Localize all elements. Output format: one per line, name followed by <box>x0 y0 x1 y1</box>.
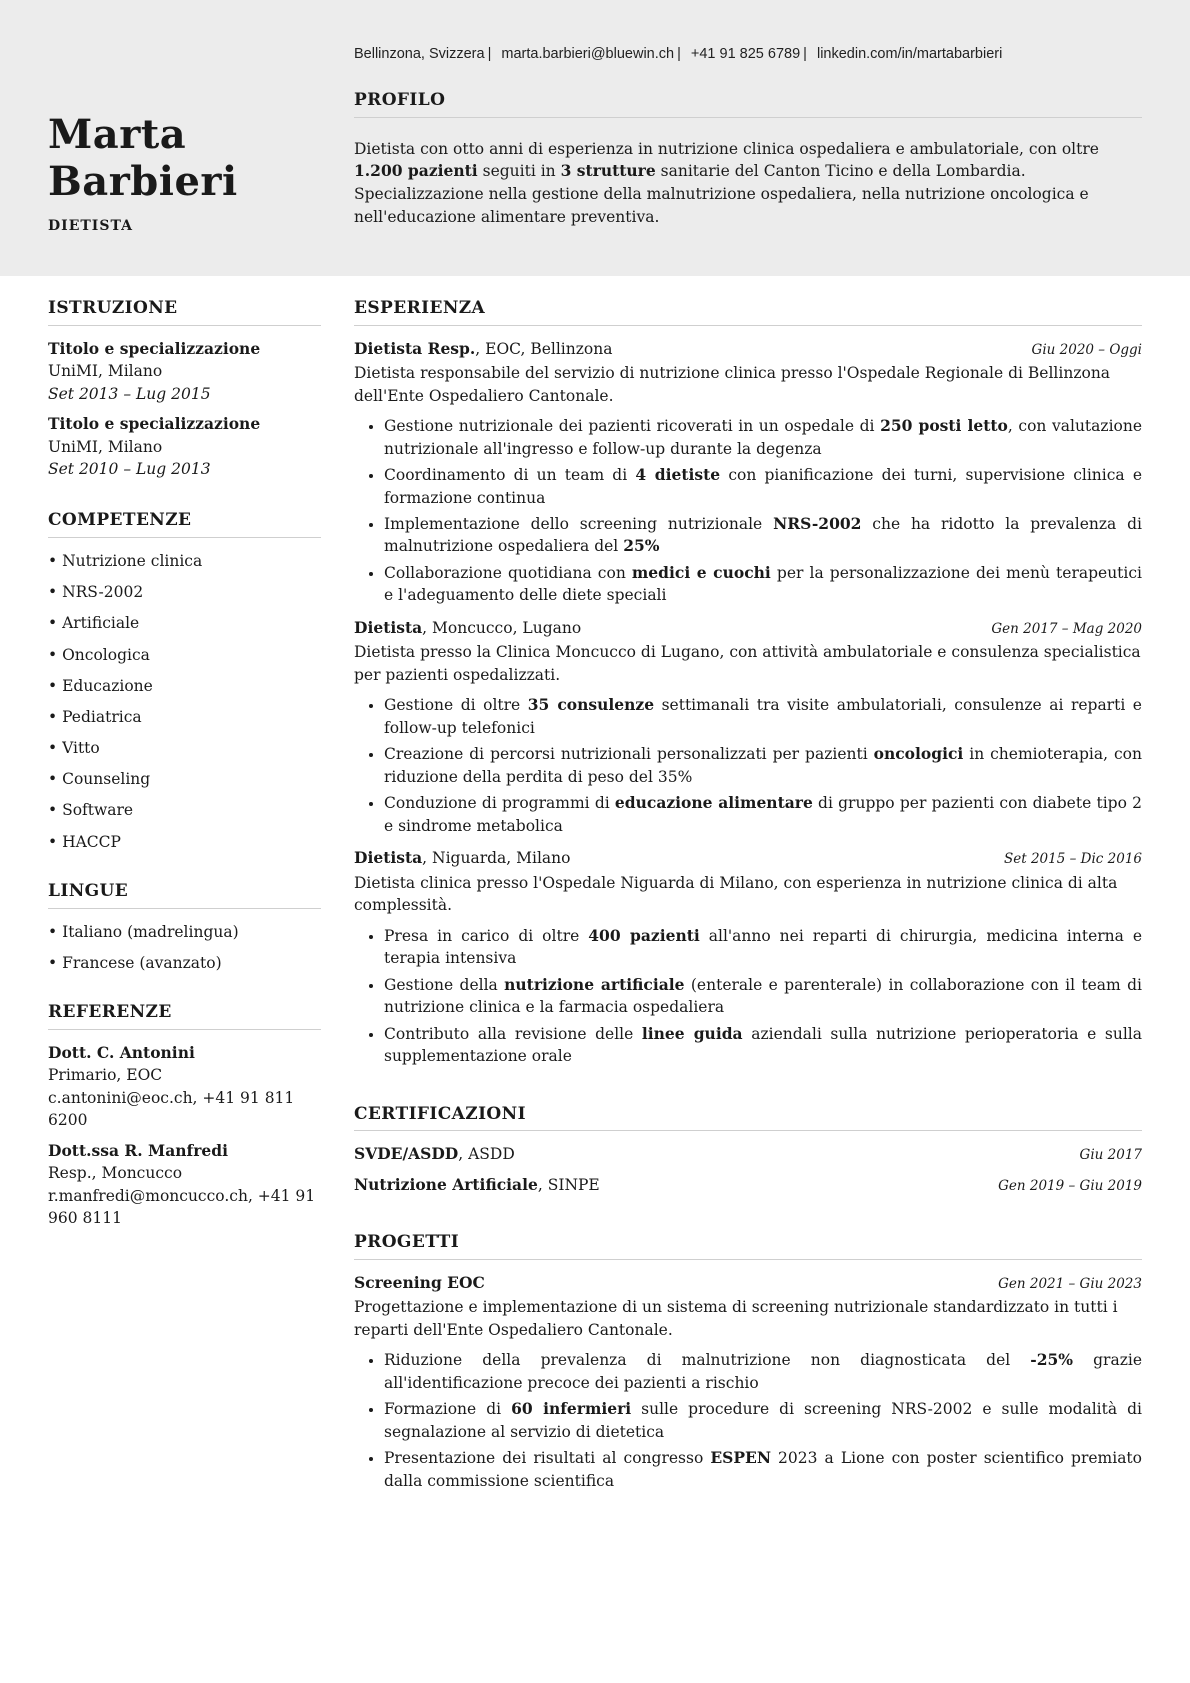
job-bullet <box>384 792 1142 837</box>
skills-section <box>48 508 321 853</box>
reference-item <box>48 1140 321 1230</box>
certification-line <box>354 1143 515 1165</box>
text-bold: oncologici <box>873 744 964 764</box>
text-run: Dietista con otto anni di esperienza in nutrizione clinica ospedaliera e ambulatoriale, con oltre <box>354 139 1099 158</box>
job-bullets <box>354 925 1142 1068</box>
skill-item: • Software <box>48 799 321 821</box>
job-entry <box>354 617 1142 837</box>
job-description: Dietista responsabile del servizio di nutrizione clinica presso l'Ospedale Regionale di Bellinzona dell'Ente Ospedaliero Cantonale. <box>354 364 1111 405</box>
job-bullets <box>354 694 1142 837</box>
job-place: , EOC, Bellinzona <box>475 339 613 358</box>
certification-issuer: , SINPE <box>537 1175 600 1194</box>
text-bold: 400 pazienti <box>588 925 700 945</box>
skill-item: • Nutrizione clinica <box>48 550 321 572</box>
contact-location: Bellinzona, Svizzera <box>354 46 485 62</box>
education-item <box>48 413 321 480</box>
text-run: aziendali sulla nutrizione perioperatoria e sulla supplementazione orale <box>384 1024 1143 1066</box>
text-run: Collaborazione quotidiana con <box>384 563 632 582</box>
reference-contact: r.manfredi@moncucco.ch, +41 91 960 8111 <box>48 1186 316 1228</box>
text-bold: -25% <box>1030 1350 1074 1370</box>
project-entry <box>354 1272 1142 1492</box>
certifications-section <box>354 1102 1142 1197</box>
text-run: per la personalizzazione dei menù terapeutici e l'adeguamento delle diete speciali <box>384 563 1143 605</box>
text-run: Presa in carico di oltre <box>384 926 589 945</box>
reference-role: Resp., Moncucco <box>48 1164 183 1183</box>
job-bullet <box>384 743 1142 788</box>
job-bullets <box>354 415 1142 607</box>
text-run: di gruppo per pazienti con diabete tipo 2 e sindrome metabolica <box>384 794 1142 835</box>
text-bold: medici e cuochi <box>631 562 771 582</box>
text-run: sanitarie del Canton Ticino e della Lombardia. Specializzazione nella gestione della malnutrizione ospedaliera, nella nutrizione oncologica e nell'educazione alimentare preventiva. <box>354 162 1089 226</box>
contact-linkedin[interactable]: linkedin.com/in/martabarbieri <box>816 46 1003 62</box>
skill-item: • Artificiale <box>48 612 321 634</box>
text-bold: NRS-2002 <box>773 514 862 534</box>
job-dates: Gen 2017 – Mag 2020 <box>991 620 1142 637</box>
education-dates: Set 2010 – Lug 2013 <box>48 459 211 478</box>
contact-phone[interactable]: +41 91 825 6789 <box>690 46 801 62</box>
text-bold: 4 dietiste <box>635 465 721 485</box>
job-entry <box>354 338 1142 607</box>
contact-separator: | <box>677 46 681 62</box>
job-title: DIETISTA <box>48 217 133 234</box>
text-run: Presentazione dei risultati al congresso <box>384 1449 711 1468</box>
job-role: Dietista <box>354 848 423 868</box>
education-institution: UniMI, Milano <box>48 437 163 456</box>
text-run: , con valutazione nutrizionale all'ingresso e follow-up durante la degenza <box>384 417 1143 458</box>
job-bullet <box>384 415 1142 460</box>
job-role-line <box>354 617 581 639</box>
reference-contact: c.antonini@eoc.ch, +41 91 811 6200 <box>48 1088 295 1130</box>
skill-item: • Vitto <box>48 737 321 759</box>
text-run: sulle procedure di screening NRS-2002 e sulle modalità di segnalazione al servizio di dietetica <box>384 1400 1142 1441</box>
text-run: Riduzione della prevalenza di malnutrizione non diagnosticata del <box>384 1351 1031 1370</box>
job-header <box>354 847 1142 870</box>
text-run: con pianificazione dei turni, supervisione clinica e formazione continua <box>384 466 1142 507</box>
text-run: Coordinamento di un team di <box>384 466 636 485</box>
reference-item <box>48 1042 321 1132</box>
job-header <box>354 338 1142 361</box>
job-bullet <box>384 974 1142 1019</box>
job-bullet <box>384 464 1142 509</box>
text-bold: educazione alimentare <box>614 793 813 813</box>
references-section <box>48 1000 321 1229</box>
education-institution: UniMI, Milano <box>48 362 163 381</box>
reference-role: Primario, EOC <box>48 1066 163 1085</box>
contact-line <box>354 44 1144 65</box>
text-bold: 35 consulenze <box>527 695 655 715</box>
section-heading: PROGETTI <box>354 1230 1142 1260</box>
text-bold: 60 infermieri <box>511 1399 632 1419</box>
certification-dates: Gen 2019 – Giu 2019 <box>998 1177 1142 1194</box>
text-run: Gestione nutrizionale dei pazienti ricoverati in un ospedale di <box>384 417 881 436</box>
contact-email[interactable]: marta.barbieri@bluewin.ch <box>501 46 675 62</box>
job-place: , Niguarda, Milano <box>422 849 571 868</box>
name-block <box>48 112 328 236</box>
text-run: Implementazione dello screening nutrizionale <box>384 515 774 534</box>
text-run: Gestione della <box>384 975 505 994</box>
skill-item: • Counseling <box>48 768 321 790</box>
contact-separator: | <box>803 46 807 62</box>
project-bullet <box>384 1398 1142 1443</box>
section-heading: CERTIFICAZIONI <box>354 1102 1142 1132</box>
education-item <box>48 338 321 405</box>
job-role-line <box>354 338 612 360</box>
language-item: • Italiano (madrelingua) <box>48 921 321 943</box>
job-entry <box>354 847 1142 1067</box>
name-first: Marta <box>48 111 187 158</box>
text-run: (enterale e parenterale) in collaborazione con il team di nutrizione clinica e la farmacia ospedaliera <box>384 975 1142 1017</box>
text-run: che ha ridotto la prevalenza di malnutrizione ospedaliera del <box>384 515 1142 556</box>
text-run: grazie all'identificazione precoce dei pazienti a rischio <box>384 1351 1142 1392</box>
text-bold: 250 posti letto <box>880 416 1008 436</box>
text-run: Gestione di oltre <box>384 696 528 715</box>
skill-item: • Educazione <box>48 675 321 697</box>
project-bullet <box>384 1349 1142 1394</box>
education-title: Titolo e specializzazione <box>48 338 261 358</box>
text-run: in chemioterapia, con riduzione della perdita di peso del 35% <box>384 745 1142 786</box>
reference-name: Dott.ssa R. Manfredi <box>48 1140 228 1160</box>
job-description: Dietista clinica presso l'Ospedale Niguarda di Milano, con esperienza in nutrizione clinica di alta complessità. <box>354 873 1118 915</box>
left-column <box>48 296 321 1260</box>
profile-section <box>354 88 1142 228</box>
job-dates: Set 2015 – Dic 2016 <box>1004 851 1142 868</box>
section-heading: ISTRUZIONE <box>48 296 321 326</box>
project-header <box>354 1272 1142 1295</box>
certification-line <box>354 1174 600 1196</box>
contact-separator: | <box>487 46 492 62</box>
certification-item <box>354 1143 1142 1166</box>
education-title: Titolo e specializzazione <box>48 414 261 434</box>
section-heading: COMPETENZE <box>48 508 321 538</box>
profile-text <box>354 138 1142 229</box>
certification-dates: Giu 2017 <box>1079 1147 1142 1164</box>
skill-item: • HACCP <box>48 831 321 853</box>
job-role: Dietista <box>354 617 423 637</box>
languages-section <box>48 879 321 974</box>
job-dates: Giu 2020 – Oggi <box>1031 341 1142 358</box>
job-role: Dietista Resp. <box>354 338 476 358</box>
section-heading: LINGUE <box>48 879 321 909</box>
section-heading: PROFILO <box>354 88 1142 118</box>
text-bold: 25% <box>623 536 660 556</box>
job-bullet <box>384 562 1142 607</box>
job-bullet <box>384 513 1142 558</box>
certification-item <box>354 1174 1142 1197</box>
job-place: , Moncucco, Lugano <box>422 618 582 637</box>
name-last: Barbieri <box>48 157 238 205</box>
education-section <box>48 296 321 480</box>
right-column <box>354 296 1142 1502</box>
text-run: settimanali tra visite ambulatoriali, consulenze ai reparti e follow-up telefonici <box>384 696 1142 737</box>
text-run: Contributo alla revisione delle <box>384 1024 642 1043</box>
reference-name: Dott. C. Antonini <box>48 1042 195 1062</box>
job-bullet <box>384 925 1142 970</box>
text-bold: 3 strutture <box>560 161 656 181</box>
text-bold: 1.200 pazienti <box>354 161 478 181</box>
certification-issuer: , ASDD <box>458 1145 515 1164</box>
certification-name: Nutrizione Artificiale <box>354 1174 538 1194</box>
education-dates: Set 2013 – Lug 2015 <box>48 384 211 403</box>
job-header <box>354 617 1142 640</box>
project-description: Progettazione e implementazione di un sistema di screening nutrizionale standardizzato in tutti i reparti dell'Ente Ospedaliero Cantonale. <box>354 1298 1118 1339</box>
languages-list <box>48 921 321 975</box>
job-bullet <box>384 694 1142 739</box>
text-run: Creazione di percorsi nutrizionali personalizzati per pazienti <box>384 745 874 764</box>
job-bullet <box>384 1023 1142 1068</box>
text-run: seguiti in <box>477 162 561 181</box>
project-dates: Gen 2021 – Giu 2023 <box>998 1275 1142 1292</box>
text-run: 2023 a Lione con poster scientifico premiato dalla commissione scientifica <box>384 1449 1142 1490</box>
section-heading: ESPERIENZA <box>354 296 1142 326</box>
skill-item: • Oncologica <box>48 644 321 666</box>
skill-item: • Pediatrica <box>48 706 321 728</box>
projects-section <box>354 1230 1142 1492</box>
language-item: • Francese (avanzato) <box>48 952 321 974</box>
experience-section <box>354 296 1142 1068</box>
text-bold: nutrizione artificiale <box>504 974 685 994</box>
project-bullet <box>384 1447 1142 1492</box>
text-run: Conduzione di programmi di <box>384 794 615 813</box>
text-bold: linee guida <box>641 1023 743 1043</box>
certification-name: SVDE/ASDD <box>354 1144 459 1164</box>
skill-item: • NRS-2002 <box>48 581 321 603</box>
job-role-line <box>354 847 570 869</box>
section-heading: REFERENZE <box>48 1000 321 1030</box>
project-bullets <box>354 1349 1142 1492</box>
job-description: Dietista presso la Clinica Moncucco di Lugano, con attività ambulatoriale e consulenza specialistica per pazienti ospedalizzati. <box>354 643 1141 684</box>
text-run: all'anno nei reparti di chirurgia, medicina interna e terapia intensiva <box>384 926 1143 968</box>
skills-list <box>48 550 321 853</box>
candidate-name <box>48 112 328 206</box>
text-bold: ESPEN <box>710 1448 771 1468</box>
text-run: Formazione di <box>384 1400 512 1419</box>
project-name: Screening EOC <box>354 1272 485 1292</box>
